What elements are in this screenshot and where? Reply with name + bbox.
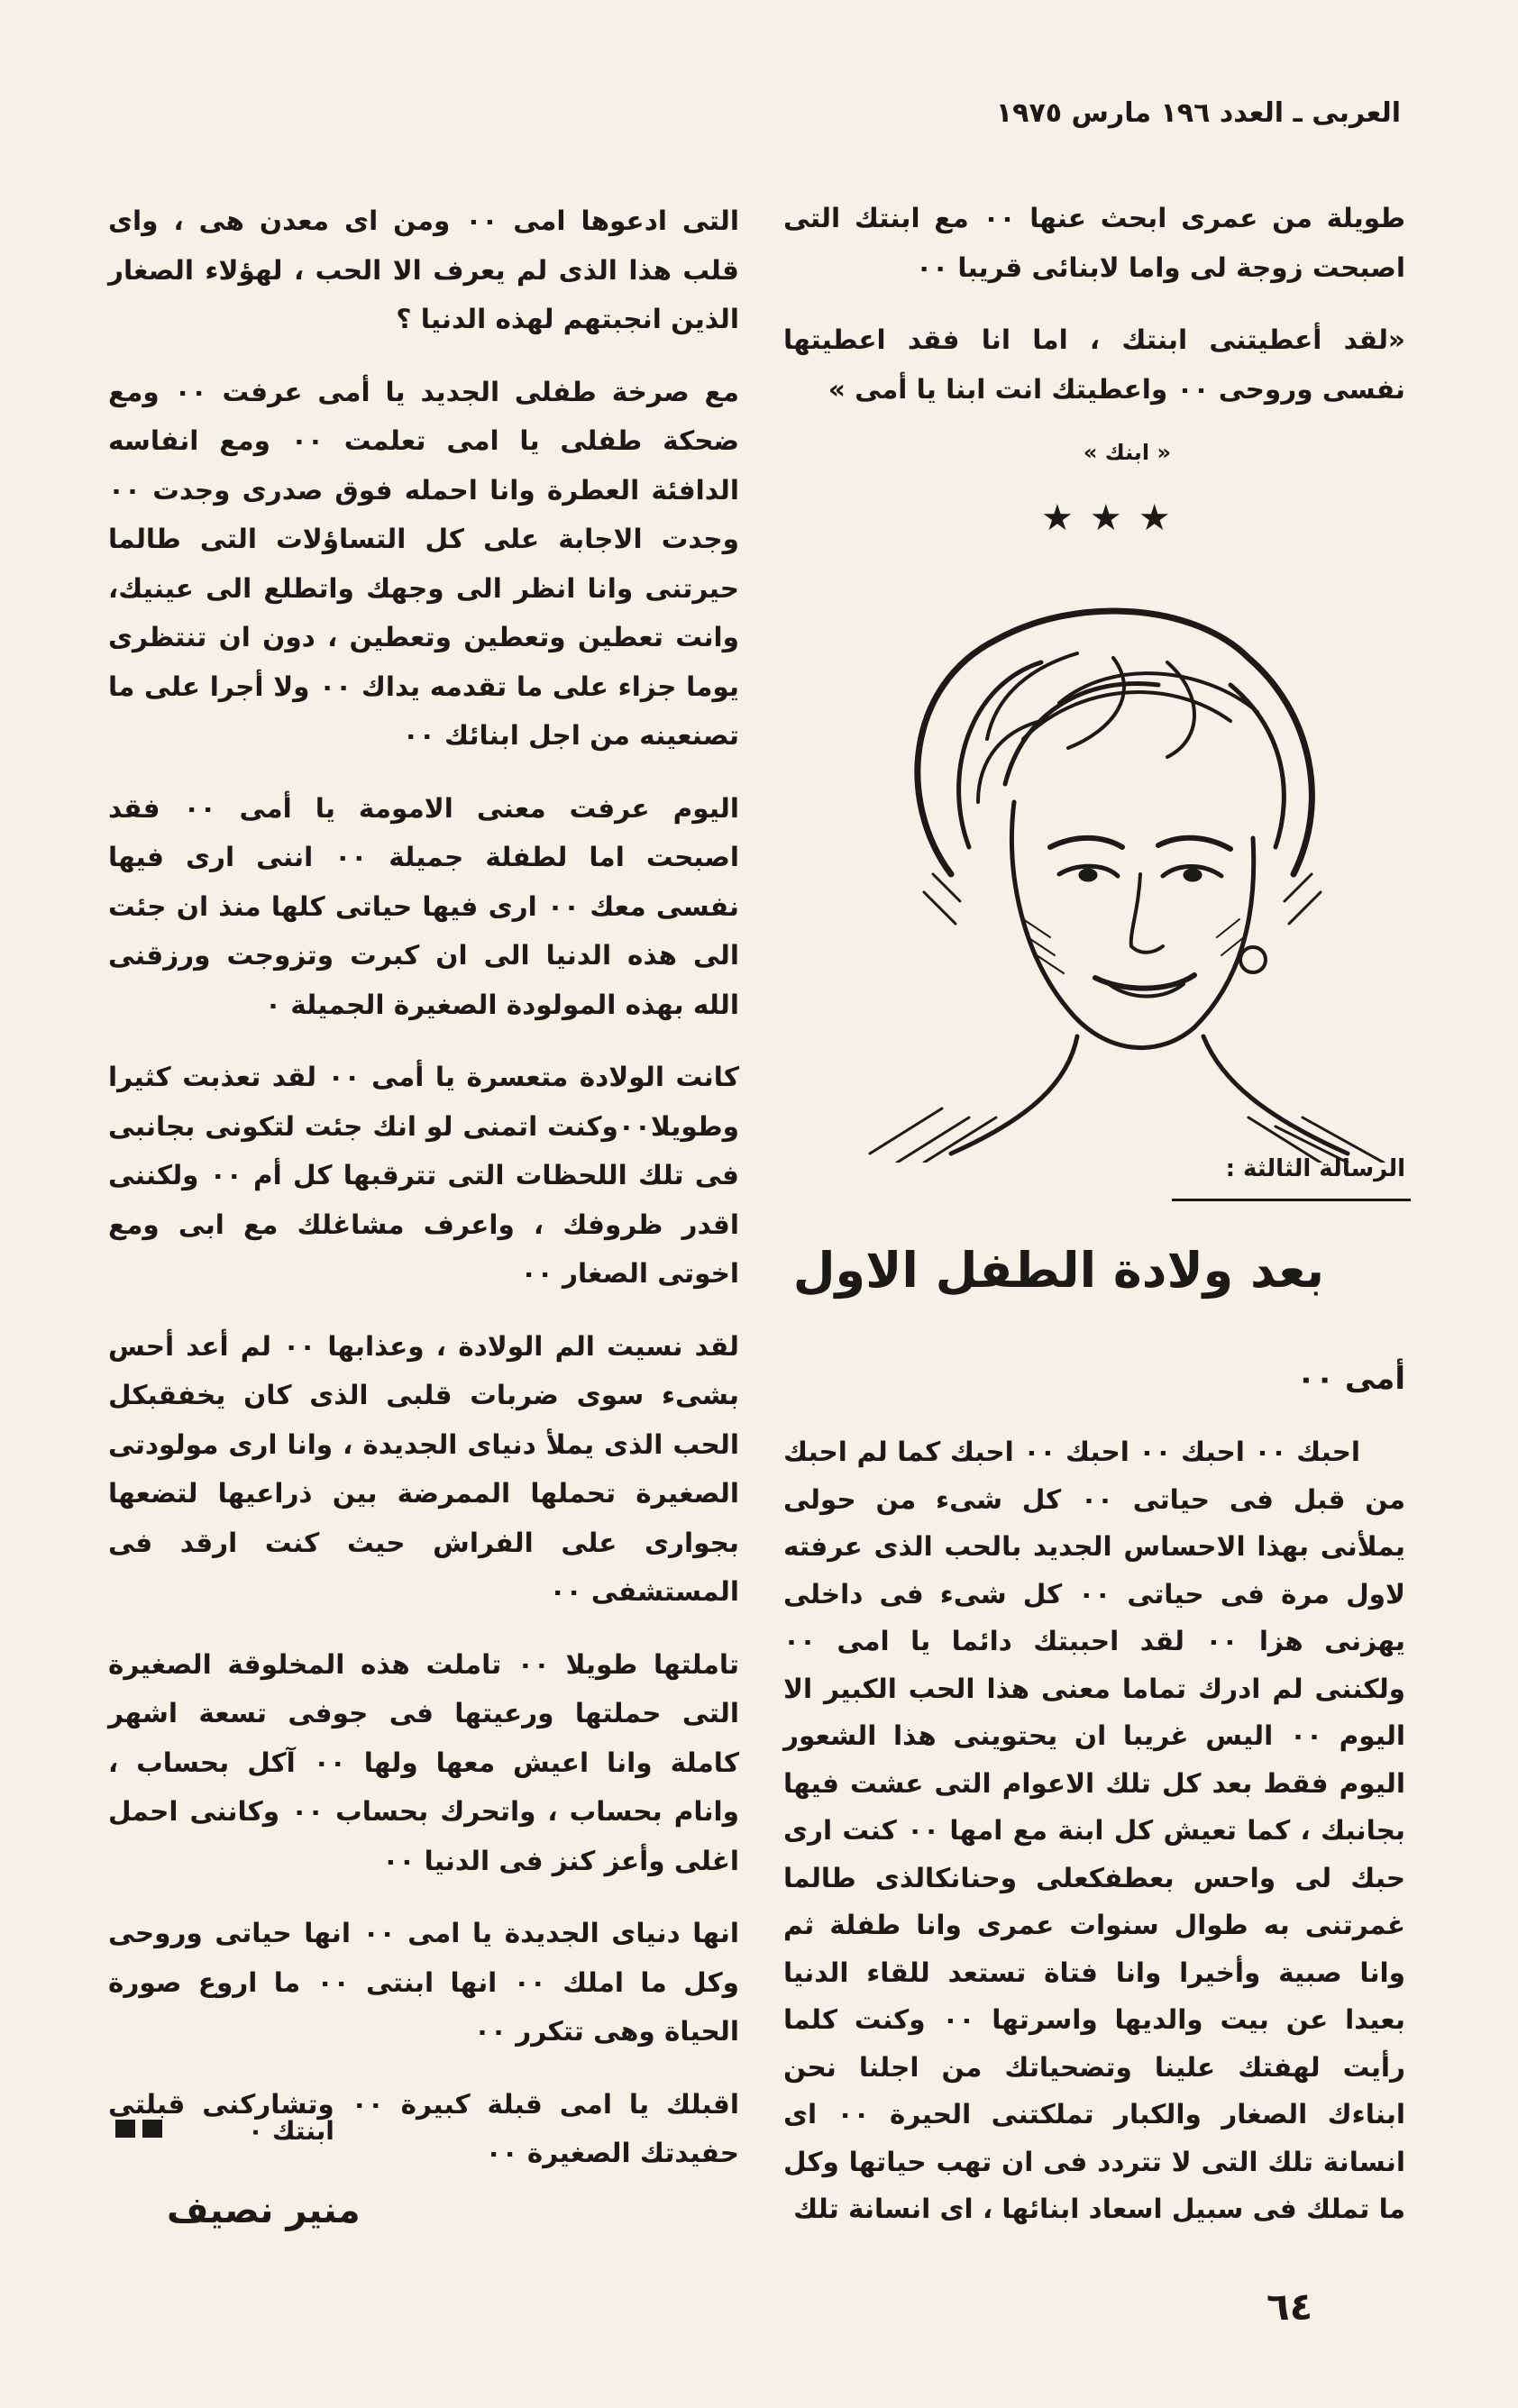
daughter-signature: ابنتك ٠: [248, 2116, 334, 2146]
caption-underline: [1172, 1199, 1411, 1201]
paragraph: لقد نسيت الم الولادة ، وعذابها ٠٠ لم أعد أحس بشىء سوى ضربات قلبى الذى كان يخفقبكل الحب الذى يملأ دنياى الجديدة ، وانا ارى مولودتى الصغيرة تحملها الممرضة بين ذراعيها لتضعها بجوارى على الفراش حيث كنت ارقد فى المستشفى ٠٠: [108, 1330, 739, 1607]
paragraph: انها دنياى الجديدة يا امى ٠٠ انها حياتى وروحى وكل ما املك ٠٠ انها ابنتى ٠٠ ما اروع صورة الحياة وهى تتكرر ٠٠: [108, 1918, 739, 2047]
article-title: بعد ولادة الطفل الاول: [792, 1242, 1324, 1299]
paragraph: اقبلك يا امى قبلة كبيرة ٠٠ وتشاركنى قبلتى حفيدتك الصغيرة ٠٠: [108, 2088, 739, 2168]
paragraph: تاملتها طويلا ٠٠ تاملت هذه المخلوقة الصغيرة التى حملتها ورعيتها فى جوفى تسعة اشهر كاملة وانا اعيش معها ولها ٠٠ آكل بحساب ، وانام بحساب ، واتحرك بحساب ٠٠ وكاننى احمل اغلى وأعز كنز فى الدنيا ٠٠: [108, 1648, 739, 1876]
paragraph: كانت الولادة متعسرة يا أمى ٠٠ لقد تعذبت كثيرا وطويلا٠٠وكنت اتمنى لو انك جئت لتكونى بجانبى فى تلك اللحظات التى تترقبها كل أم ٠٠ ولكننى اقدر ظروفك ، واعرف مشاغلك مع ابى ومع اخوتى الصغار ٠٠: [108, 1062, 739, 1289]
paragraph: اليوم عرفت معنى الامومة يا أمى ٠٠ فقد اصبحت اما لطفلة جميلة ٠٠ اننى ارى فيها نفسى معك ٠٠ ارى فيها حياتى كلها منذ ان جئت الى هذه الدنيا الى ان كبرت وتزوجت ورزقنى الله بهذه المولودة الصغيرة الجميلة ٠: [108, 792, 739, 1020]
end-mark-squares: [115, 2120, 162, 2138]
paragraph: احبك ٠٠ احبك ٠٠ احبك ٠٠ احبك كما لم احبك من قبل فى حياتى ٠٠ كل شىء من حولى يملأنى بهذا الاحساس الجديد بالحب الذى عرفته لاول مرة فى حياتى ٠٠ كل شىء فى داخلى يهزنى هزا ٠٠ لقد احببتك دائما يا امى ٠٠ ولكننى لم ادرك تماما معنى هذا الحب الكبير الا اليوم ٠٠ اليس غريبا ان يحتوينى هذا الشعور اليوم فقط بعد كل تلك الاعوام التى عشت فيها بجانبك ، كما تعيش كل ابنة مع امها ٠٠ كنت ارى حبك لى واحس بعطفكعلى وحنانكالذى طالما غمرتنى به طوال سنوات عمرى وانا طفلة ثم وانا صبية وأخيرا وانا فتاة تستعد للقاء الدنيا بعيدا عن بيت والديها واسرتها ٠٠ وكنت كلما رأيت لهفتك علينا وتضحياتك من اجلنا نحن ابناءك الصغار والكبار تملكتنى الحيرة ٠٠ اى انسانة تلك التى لا تتردد فى ان تهب حياتها وكل ما تملك فى سبيل اسعاد ابنائها ، اى انسانة تلك: [783, 1437, 1406, 2224]
salutation: أمى ٠٠: [1296, 1361, 1405, 1397]
page-number: ٦٤: [1267, 2285, 1313, 2329]
paragraph: مع صرخة طفلى الجديد يا أمى عرفت ٠٠ ومع ضحكة طفلى يا امى تعلمت ٠٠ ومع انفاسه الدافئة العطرة وانا احمله فوق صدرى وجدت ٠٠ وجدت الاجابة على كل التساؤلات التى طالما حيرتنى وانا انظر الى وجهك واتطلع الى عينيك، وانت تعطين وتعطين وتعطين ، دون ان تنتظرى يوما جزاء على ما تقدمه يداك ٠٠ ولا أجرا على ما تصنعينه من اجل ابنائك ٠٠: [108, 376, 739, 751]
author-name: منير نصيف: [167, 2190, 361, 2231]
section-divider-stars: ★★★: [1041, 497, 1187, 539]
running-head: العربى ـ العدد ١٩٦ مارس ١٩٧٥: [995, 97, 1401, 129]
letter-caption: الرسالة الثالثة :: [1225, 1155, 1405, 1182]
right-column-body: [783, 1428, 1405, 2233]
right-column-top: [783, 194, 1405, 437]
paragraph: «لقد أعطيتنى ابنتك ، اما انا فقد اعطيتها نفسى وروحى ٠٠ واعطيتك انت ابنا يا أمى »: [783, 324, 1405, 405]
son-signature: « ابنك »: [1083, 440, 1171, 465]
woman-portrait-illustration: [843, 577, 1402, 1163]
left-column: [108, 196, 739, 2202]
paragraph: التى ادعوها امى ٠٠ ومن اى معدن هى ، واى قلب هذا الذى لم يعرف الا الحب ، لهؤلاء الصغار الذين انجبتهم لهذه الدنيا ؟: [108, 205, 739, 334]
paragraph: طويلة من عمرى ابحث عنها ٠٠ مع ابنتك التى اصبحت زوجة لى واما لابنائى قريبا ٠٠: [783, 203, 1405, 283]
